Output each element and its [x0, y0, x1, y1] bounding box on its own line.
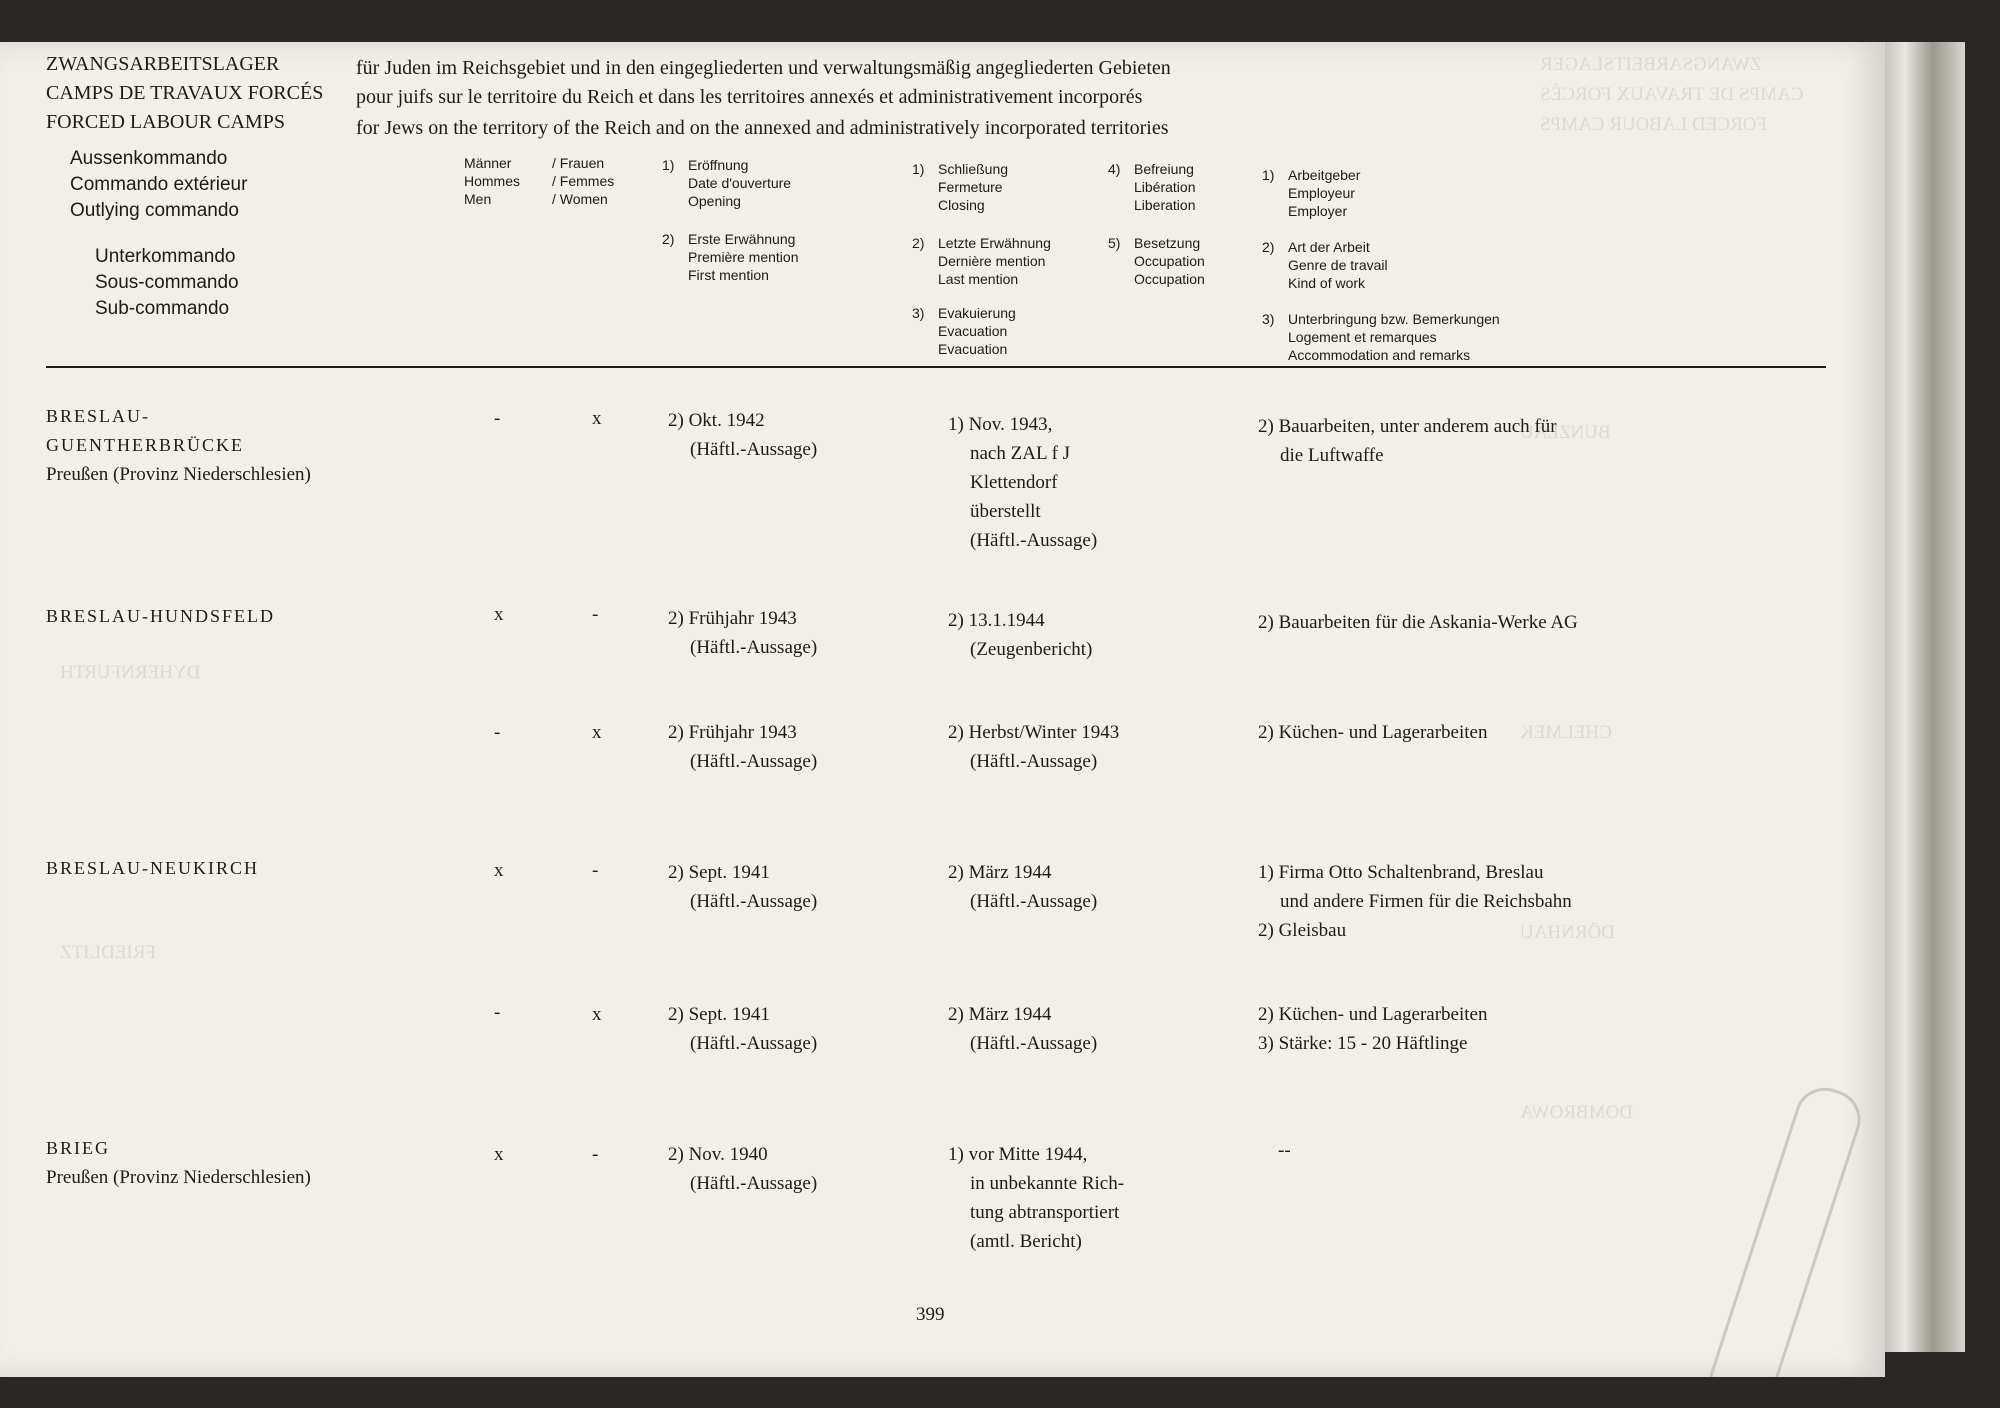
document-page — [0, 42, 1885, 1377]
opening-cell: 2) Frühjahr 1943 (Häftl.-Aussage) — [668, 722, 818, 772]
subtitle-de: für Juden im Reichsgebiet und in den eingegliederten und verwaltungsmäßig angegliederten Gebieten — [356, 57, 1171, 79]
opening-cell: 2) Frühjahr 1943 (Häftl.-Aussage) — [668, 608, 818, 658]
closing-cell: 2) 13.1.1944 (Zeugenbericht) — [948, 610, 1093, 660]
men-mark: x — [494, 1144, 504, 1165]
show-through-text: CHELMEK — [1520, 722, 1612, 743]
work-cell: 2) Küchen- und Lagerarbeiten 3) Stärke: 15 - 20 Häftlinge — [1258, 1004, 1488, 1054]
outlying-de: Aussenkommando — [70, 148, 228, 169]
men-mark: x — [494, 860, 504, 881]
subtitle-en: for Jews on the territory of the Reich and on the annexed and administratively incorporated territories — [356, 117, 1169, 139]
work-cell: 1) Firma Otto Schaltenbrand, Breslau und andere Firmen für die Reichsbahn 2) Gleisbau — [1258, 862, 1572, 941]
legend-accommodation: 3) Unterbringung bzw. Bemerkungen Logement et remarques Accommodation and remarks — [1262, 311, 1500, 363]
men-mark: - — [494, 1002, 501, 1023]
show-through-text: DÖRNHAU — [1520, 922, 1615, 943]
camp-name: BRESLAU-HUNDSFELD — [46, 606, 276, 626]
women-mark: - — [592, 860, 599, 881]
closing-cell: 2) März 1944 (Häftl.-Aussage) — [948, 1004, 1098, 1054]
title-fr: CAMPS DE TRAVAUX FORCÉS — [46, 82, 324, 104]
show-through-text: CAMPS DE TRAVAUX FORCÉS — [1540, 84, 1804, 105]
closing-cell: 2) Herbst/Winter 1943 (Häftl.-Aussage) — [948, 722, 1120, 772]
show-through-text: FRIEDLITZ — [60, 942, 157, 963]
opening-cell: 2) Sept. 1941 (Häftl.-Aussage) — [668, 862, 818, 912]
camp-name: BRESLAU- GUENTHERBRÜCKE Preußen (Provinz Niederschlesien) — [46, 406, 311, 485]
legend-gender: Männer / Frauen Hommes / Femmes Men / Women — [464, 155, 615, 207]
men-mark: x — [494, 604, 504, 625]
women-mark: - — [592, 1144, 599, 1165]
work-cell: -- — [1278, 1140, 1291, 1161]
women-mark: - — [592, 604, 599, 625]
men-mark: - — [494, 722, 501, 743]
women-mark: x — [592, 722, 602, 743]
camp-name: BRESLAU-NEUKIRCH — [46, 858, 260, 878]
men-mark: - — [494, 408, 501, 429]
work-cell: 2) Bauarbeiten, unter anderem auch für die Luftwaffe — [1258, 416, 1557, 466]
page-clip — [1702, 1080, 1869, 1377]
legend-first-mention: 2) Erste Erwähnung Première mention First mention — [662, 231, 799, 283]
title-en: FORCED LABOUR CAMPS — [46, 111, 285, 133]
subcommando-fr: Sous-commando — [95, 272, 239, 293]
title-de: ZWANGSARBEITSLAGER — [46, 53, 280, 75]
subcommando-en: Sub-commando — [95, 298, 230, 319]
page-number: 399 — [916, 1304, 945, 1325]
closing-cell: 1) vor Mitte 1944, in unbekannte Rich- tung abtransportiert (amtl. Bericht) — [948, 1144, 1125, 1252]
outlying-en: Outlying commando — [70, 200, 239, 221]
camp-name: BRIEG Preußen (Provinz Niederschlesien) — [46, 1138, 311, 1188]
work-cell: 2) Küchen- und Lagerarbeiten — [1258, 722, 1488, 743]
legend-evacuation: 3) Evakuierung Evacuation Evacuation — [912, 305, 1016, 357]
legend-opening: 1) Eröffnung Date d'ouverture Opening — [662, 157, 792, 209]
legend-occupation: 5) Besetzung Occupation Occupation — [1108, 235, 1205, 287]
show-through-text: BUNZLAU — [1520, 422, 1611, 443]
legend-employer: 1) Arbeitgeber Employeur Employer — [1262, 167, 1361, 219]
show-through-text: ZWANGSARBEITSLAGER — [1540, 54, 1762, 75]
legend-liberation: 4) Befreiung Libération Liberation — [1108, 161, 1196, 213]
legend-closing: 1) Schließung Fermeture Closing — [912, 161, 1009, 213]
outlying-fr: Commando extérieur — [70, 174, 248, 195]
subcommando-de: Unterkommando — [95, 246, 236, 267]
subtitle-fr: pour juifs sur le territoire du Reich et dans les territoires annexés et administrativement incorporés — [356, 86, 1143, 108]
legend-work: 2) Art der Arbeit Genre de travail Kind of work — [1262, 239, 1388, 291]
legend-last-mention: 2) Letzte Erwähnung Dernière mention Last mention — [912, 235, 1051, 287]
opening-cell: 2) Okt. 1942 (Häftl.-Aussage) — [668, 410, 818, 460]
opening-cell: 2) Nov. 1940 (Häftl.-Aussage) — [668, 1144, 818, 1194]
show-through-text: DOMBROWA — [1520, 1102, 1633, 1123]
show-through-text: FORCED LABOUR CAMPS — [1540, 114, 1767, 135]
show-through-text: DYHERNFURTH — [60, 662, 201, 683]
women-mark: x — [592, 1004, 602, 1025]
women-mark: x — [592, 408, 602, 429]
closing-cell: 2) März 1944 (Häftl.-Aussage) — [948, 862, 1098, 912]
work-cell: 2) Bauarbeiten für die Askania-Werke AG — [1258, 612, 1578, 633]
closing-cell: 1) Nov. 1943, nach ZAL f J Klettendorf überstellt (Häftl.-Aussage) — [948, 414, 1098, 551]
opening-cell: 2) Sept. 1941 (Häftl.-Aussage) — [668, 1004, 818, 1054]
header-divider — [46, 366, 1826, 368]
book-edge — [1885, 42, 1965, 1352]
